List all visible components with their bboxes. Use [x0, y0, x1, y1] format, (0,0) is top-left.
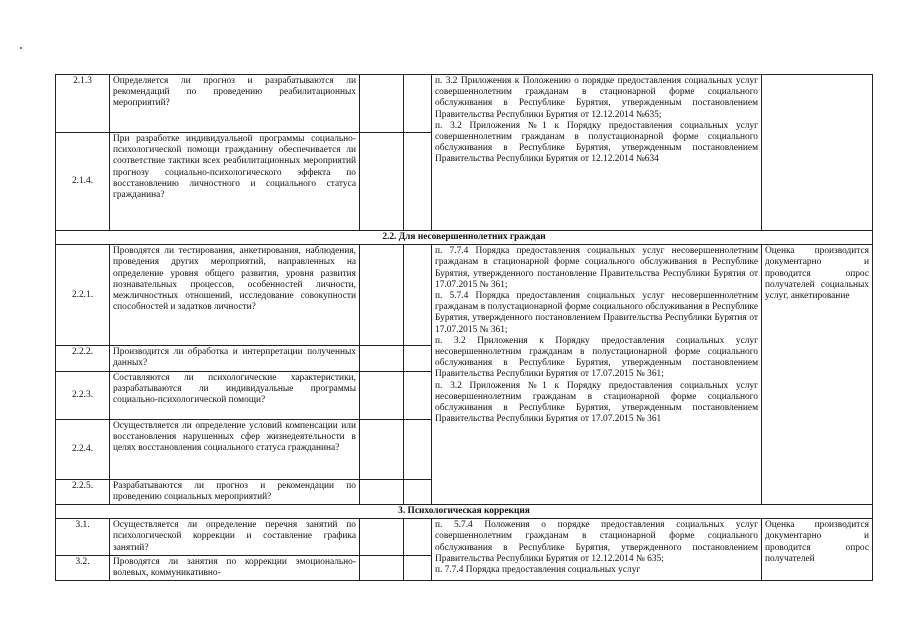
answer-cell	[360, 245, 404, 346]
row-question: Проводятся ли тестирования, анкетирования, наблюдения, проведения других мероприятий, направленных на определение уровня общего развития, уровня развития познавательных процессов, особенностей личности, межличностных отношений, исследование совокупности способностей и задатков личности?	[110, 245, 360, 346]
scan-speck	[20, 47, 22, 49]
legal-basis-cell	[432, 519, 762, 581]
legal-basis-cell	[432, 245, 762, 505]
method-cell	[762, 75, 873, 231]
legal-basis-paragraph: п. 7.7.4 Порядка предоставления социальных услуг несовершеннолетним гражданам в стационарной форме социального обслуживания в Республике Бурятия, утвержденного постановление Правительства Республики Бурятия от 17.07.2015 № 361;	[435, 246, 758, 290]
answer-cell	[360, 555, 404, 580]
legal-basis-paragraph: п. 3.2 Приложения к Порядку предоставления социальных услуг несовершеннолетним гражданам в полустационарной форме социального обслуживания в Республике Бурятия, утвержденным постановлением Правительства Республики Бурятия от 17.07.2015 № 361;	[435, 335, 758, 380]
answer-cell	[404, 371, 432, 419]
table-row	[56, 519, 873, 556]
answer-cell	[404, 479, 432, 504]
answer-cell	[404, 133, 432, 231]
answer-cell	[360, 371, 404, 419]
answer-cell	[404, 245, 432, 346]
answer-cell	[360, 133, 404, 231]
legal-basis-paragraph: п. 3.2 Приложения к Положению о порядке предоставления социальных услуг совершеннолетним гражданам в стационарной форме социального обслуживания в Республике Бурятия, утвержденным постановлением Правительства Республики Бурятия от 12.12.2014 №635;	[435, 76, 758, 120]
row-number: 3.1.	[56, 519, 110, 556]
row-number: 2.2.3.	[56, 371, 110, 419]
section-row	[56, 231, 873, 245]
row-number: 2.2.4.	[56, 419, 110, 479]
legal-basis-cell	[432, 75, 762, 231]
row-question: При разработке индивидуальной программы социально-психологической помощи гражданину обеспечивается ли соответствие тактики всех реабилитационных мероприятий прогнозу социально-психологического эффекта по восстановлению личностного и социального статуса гражданина?	[110, 133, 360, 231]
row-question: Разрабатываются ли прогноз и рекомендации по проведению социальных мероприятий?	[110, 479, 360, 504]
method-cell: Оценка производится документарно и проводится опрос получателей социальных услуг, анкетирование	[762, 245, 873, 505]
answer-cell	[360, 346, 404, 371]
table-row	[56, 75, 873, 133]
legal-basis-paragraph: п. 7.7.4 Порядка предоставления социальных услуг	[435, 565, 641, 576]
method-cell: Оценка производится документарно и проводится опрос получателей	[762, 519, 873, 581]
inspection-table	[55, 74, 873, 581]
section-heading: 2.2. Для несовершеннолетних граждан	[56, 231, 873, 245]
row-question: Производится ли обработка и интерпретации полученных данных?	[110, 346, 360, 371]
answer-cell	[404, 75, 432, 133]
row-number: 3.2.	[56, 555, 110, 580]
row-question: Определяется ли прогноз и разрабатываются ли рекомендаций по проведению реабилитационных мероприятий?	[110, 75, 360, 133]
legal-basis-paragraph: п. 3.2 Приложения №1 к Порядку предоставления социальных услуг несовершеннолетним гражданам в стационарной форме социального обслуживания в Республике Бурятия, утвержденным постановлением Правительства Республики Бурятия от 17.07.2015 № 361	[435, 380, 758, 425]
row-number: 2.2.5.	[56, 479, 110, 504]
row-number: 2.2.1.	[56, 245, 110, 346]
section-row	[56, 505, 873, 519]
answer-cell	[404, 419, 432, 479]
legal-basis-paragraph: п. 5.7.4 Положения о порядке предоставления социальных услуг совершеннолетним гражданам в стационарной форме социального обслуживания в Республике Бурятия, утвержденного постановлением Правительства Республики Бурятия от 12.12.2014 № 635;	[435, 520, 758, 564]
answer-cell	[360, 75, 404, 133]
row-number: 2.1.4.	[56, 133, 110, 231]
row-question: Осуществляется ли определение перечня занятий по психологической коррекции и составление графика занятий?	[110, 519, 360, 556]
legal-basis-paragraph: п. 5.7.4 Порядка предоставления социальных услуг несовершеннолетним гражданам в полустационарной форме социального обслуживания в Республике Бурятия, утвержденного постановлением Правительства Республики Бурятия от 17.07.2015 № 361;	[435, 291, 758, 335]
answer-cell	[360, 519, 404, 556]
table-row	[56, 245, 873, 346]
answer-cell	[404, 555, 432, 580]
row-question: Проводятся ли занятия по коррекции эмоционально-волевых, коммуникативно-	[110, 555, 360, 580]
answer-cell	[360, 479, 404, 504]
answer-cell	[360, 419, 404, 479]
answer-cell	[404, 346, 432, 371]
row-number: 2.1.3	[56, 75, 110, 133]
row-number: 2.2.2.	[56, 346, 110, 371]
row-question: Осуществляется ли определение условий компенсации или восстановления нарушенных сфер жизнедеятельности в целях восстановления социального статуса гражданина?	[110, 419, 360, 479]
row-question: Составляются ли психологические характеристики, разрабатываются ли индивидуальные программы социально-психологической помощи?	[110, 371, 360, 419]
legal-basis-paragraph: п. 3.2 Приложения №1 к Порядку предоставления социальных услуг совершеннолетним гражданам в полустационарной форме социального обслуживания в Республике Бурятия, утвержденным постановлением Правительства Республики Бурятия от 12.12.2014 №634	[435, 120, 758, 165]
section-heading: 3. Психологическая коррекция	[56, 505, 873, 519]
answer-cell	[404, 519, 432, 556]
